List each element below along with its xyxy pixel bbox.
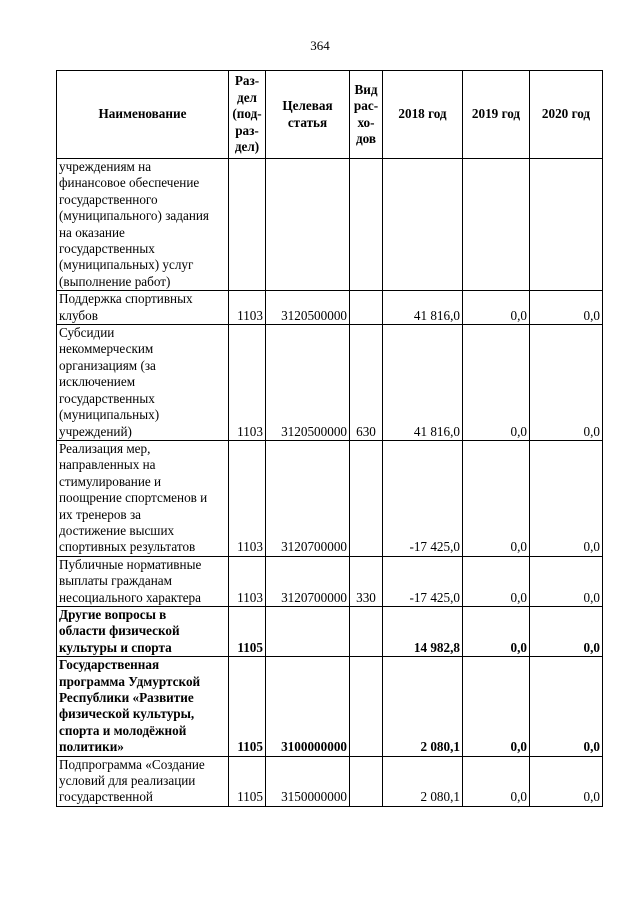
row-name (57, 556, 229, 606)
row-2020 (530, 159, 603, 291)
row-name-line: спорта и молодёжной (59, 722, 187, 738)
row-name (57, 657, 229, 756)
table-body (57, 159, 603, 807)
row-2020: 0,0 (530, 556, 603, 606)
row-2020: 0,0 (530, 440, 603, 556)
row-expense-type (350, 440, 383, 556)
row-section: 1105 (229, 657, 266, 756)
row-name-line: программа Удмуртской (59, 673, 201, 689)
header-section-line: Раз- (234, 73, 260, 89)
row-name-line: стимулирование и (59, 473, 162, 489)
row-section: 1103 (229, 325, 266, 441)
row-name-line: спортивных результатов (59, 539, 196, 555)
row-2020: 0,0 (530, 291, 603, 325)
row-2020: 0,0 (530, 756, 603, 806)
header-2020: 2020 год (530, 71, 603, 159)
row-section: 1105 (229, 756, 266, 806)
row-name-line: направленных на (59, 457, 156, 473)
row-name-line: Подпрограмма «Создание (59, 756, 205, 772)
budget-table (56, 70, 603, 807)
row-2018 (383, 159, 463, 291)
row-name-line: Поддержка спортивных (59, 291, 193, 307)
row-2019 (463, 159, 530, 291)
header-expense-line: дов (355, 130, 377, 146)
row-name-line: несоциального характера (59, 589, 202, 605)
row-target: 3120700000 (266, 556, 350, 606)
row-name-line: области физической (59, 623, 180, 639)
row-section: 1103 (229, 440, 266, 556)
row-target (266, 606, 350, 656)
row-2018: 41 816,0 (383, 325, 463, 441)
table-row (57, 325, 603, 441)
row-2019: 0,0 (463, 556, 530, 606)
row-name-line: Субсидии (59, 325, 115, 341)
row-2018: -17 425,0 (383, 440, 463, 556)
row-name (57, 440, 229, 556)
row-section: 1103 (229, 291, 266, 325)
table-row (57, 159, 603, 291)
table-row (57, 291, 603, 325)
row-name-line: политики» (59, 739, 124, 755)
row-name-line: финансовое обеспечение (59, 175, 200, 191)
header-2019: 2019 год (463, 71, 530, 159)
row-name-line: исключением (59, 374, 136, 390)
row-name-line: физической культуры, (59, 706, 195, 722)
row-name-line: государственного (59, 191, 158, 207)
row-expense-type (350, 657, 383, 756)
row-2019: 0,0 (463, 325, 530, 441)
row-name (57, 159, 229, 291)
table-row (57, 556, 603, 606)
row-2020: 0,0 (530, 657, 603, 756)
row-name (57, 606, 229, 656)
row-name-line: некоммерческим (59, 341, 154, 357)
row-expense-type (350, 291, 383, 325)
row-2018: 14 982,8 (383, 606, 463, 656)
row-name-line: Другие вопросы в (59, 606, 167, 622)
header-target-line: статья (287, 114, 328, 130)
row-name-line: (муниципальных) (59, 407, 160, 423)
header-expense-line: Вид (354, 81, 378, 97)
row-expense-type (350, 756, 383, 806)
header-section (229, 71, 266, 159)
row-expense-type (350, 159, 383, 291)
row-name-line: (выполнение работ) (59, 273, 171, 289)
row-section (229, 159, 266, 291)
row-target: 3120500000 (266, 325, 350, 441)
table-row (57, 756, 603, 806)
row-2018: 41 816,0 (383, 291, 463, 325)
row-2019: 0,0 (463, 756, 530, 806)
header-section-line: дел) (234, 139, 260, 155)
row-name-line: (муниципального) задания (59, 208, 210, 224)
row-target: 3120500000 (266, 291, 350, 325)
row-name-line: Республики «Развитие (59, 690, 194, 705)
row-target: 3150000000 (266, 756, 350, 806)
header-expense-line: рас- (353, 98, 379, 114)
row-target: 3100000000 (266, 657, 350, 756)
row-2020: 0,0 (530, 325, 603, 441)
row-2018: 2 080,1 (383, 756, 463, 806)
row-name-line: поощрение спортсменов и (59, 490, 208, 506)
row-name-line: государственных (59, 241, 155, 257)
row-section: 1105 (229, 606, 266, 656)
row-2020: 0,0 (530, 606, 603, 656)
header-name: Наименование (57, 71, 229, 159)
row-name-line: Публичные нормативные (59, 556, 202, 572)
row-name-line: достижение высших (59, 522, 175, 538)
header-target (266, 71, 350, 159)
row-2019: 0,0 (463, 657, 530, 756)
row-name-line: их тренеров за (59, 506, 142, 522)
row-name-line: (муниципальных) услуг (59, 257, 194, 273)
header-expense-type (350, 71, 383, 159)
row-expense-type (350, 606, 383, 656)
row-name-line: клубов (59, 307, 98, 323)
header-section-line: (под- (232, 106, 262, 122)
row-name-line: государственной (59, 789, 153, 805)
row-expense-type: 330 (350, 556, 383, 606)
row-name-line: государственных (59, 390, 155, 406)
header-row (57, 71, 603, 159)
row-target (266, 159, 350, 291)
row-name-line: условий для реализации (59, 773, 196, 789)
row-name (57, 291, 229, 325)
row-2019: 0,0 (463, 440, 530, 556)
header-section-line: раз- (235, 122, 259, 138)
row-name-line: учреждений) (59, 423, 132, 439)
row-name-line: Государственная (59, 657, 160, 673)
row-name-line: Реализация мер, (59, 440, 151, 456)
row-name (57, 756, 229, 806)
row-2019: 0,0 (463, 606, 530, 656)
header-2018: 2018 год (383, 71, 463, 159)
row-2018: -17 425,0 (383, 556, 463, 606)
row-name (57, 325, 229, 441)
row-name-line: на оказание (59, 224, 125, 240)
row-section: 1103 (229, 556, 266, 606)
header-section-line: дел (237, 89, 257, 105)
row-name-line: культуры и спорта (59, 639, 172, 655)
row-expense-type: 630 (350, 325, 383, 441)
row-name-line: организациям (за (59, 357, 156, 373)
table-row (57, 606, 603, 656)
header-expense-line: хо- (357, 114, 375, 130)
row-name-line: учреждениям на (59, 159, 152, 174)
table-row (57, 657, 603, 756)
row-2018: 2 080,1 (383, 657, 463, 756)
header-target-line: Целевая (282, 98, 333, 114)
row-2019: 0,0 (463, 291, 530, 325)
row-name-line: выплаты гражданам (59, 573, 172, 589)
page-number: 364 (310, 38, 330, 53)
row-target: 3120700000 (266, 440, 350, 556)
table-row (57, 440, 603, 556)
